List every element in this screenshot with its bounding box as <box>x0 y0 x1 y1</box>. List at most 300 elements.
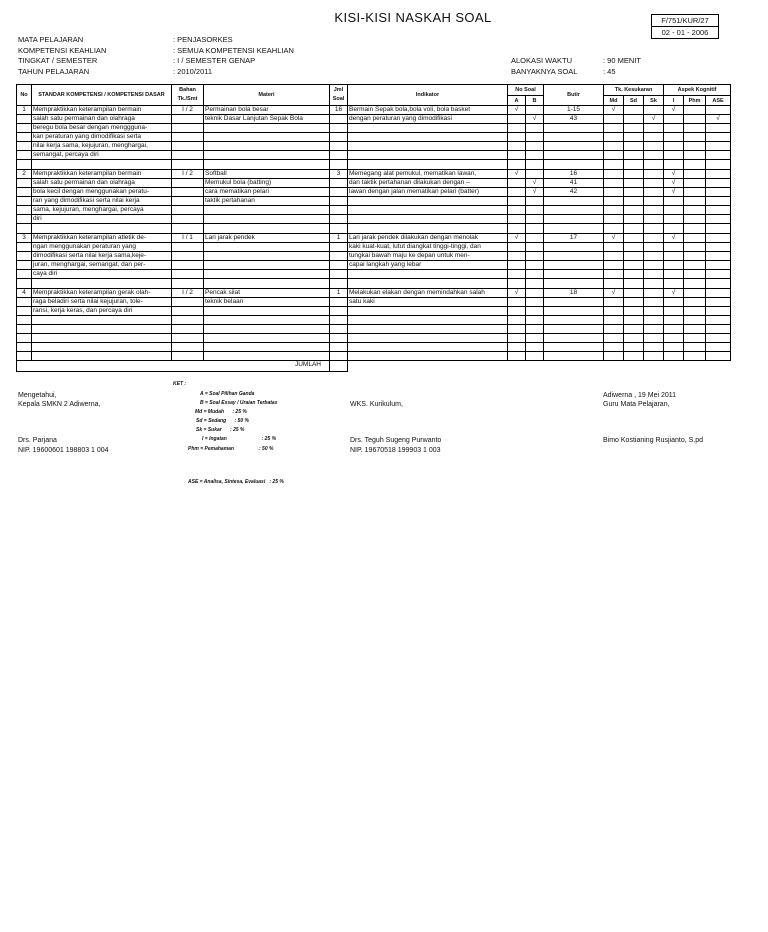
cell-butir <box>544 343 604 352</box>
cell-sk <box>644 270 664 279</box>
meta-label: TAHUN PELAJARAN <box>18 67 90 76</box>
cell-b <box>526 270 544 279</box>
cell-jml-soal <box>330 124 348 133</box>
cell-butir <box>544 151 604 160</box>
cell-sd <box>624 270 644 279</box>
header-sd: Sd <box>624 96 644 106</box>
cell-bahan <box>172 325 204 334</box>
cell-sk <box>644 224 664 234</box>
meta-value: : 2010/2011 <box>173 67 213 76</box>
sig-left-nip: NIP. 19600601 198803 1 004 <box>18 447 109 454</box>
cell-sk <box>644 289 664 298</box>
table-row <box>17 215 731 224</box>
cell-no <box>17 343 32 352</box>
cell-sk <box>644 197 664 206</box>
cell-sd <box>624 316 644 325</box>
cell-b <box>526 224 544 234</box>
cell-b: √ <box>526 115 544 124</box>
cell-bahan <box>172 160 204 170</box>
cell-md <box>604 343 624 352</box>
cell-jml-soal <box>330 179 348 188</box>
cell-materi <box>204 243 330 252</box>
table-row <box>17 124 731 133</box>
cell-materi <box>204 206 330 215</box>
cell-a <box>508 215 526 224</box>
cell-sk <box>644 160 664 170</box>
cell-standar-kompetensi: salah satu permainan dan olahraga <box>32 179 172 188</box>
cell-standar-kompetensi: ran yang dimodifikasi serta nilai kerja <box>32 197 172 206</box>
table-row <box>17 261 731 270</box>
cell-butir <box>544 243 604 252</box>
cell-ase <box>706 243 731 252</box>
cell-sk <box>644 170 664 179</box>
cell-bahan: I / 2 <box>172 106 204 115</box>
cell-a: √ <box>508 170 526 179</box>
cell-b <box>526 151 544 160</box>
cell-materi <box>204 270 330 279</box>
cell-jml-soal <box>330 206 348 215</box>
header-indikator: Indikator <box>348 85 508 106</box>
cell-bahan <box>172 133 204 142</box>
cell-butir <box>544 270 604 279</box>
cell-standar-kompetensi: bola kecil dengan menggunakan peratu- <box>32 188 172 197</box>
cell-indikator <box>348 197 508 206</box>
cell-phm <box>684 343 706 352</box>
cell-sd <box>624 142 644 151</box>
cell-bahan <box>172 188 204 197</box>
cell-a <box>508 151 526 160</box>
table-row <box>17 289 731 298</box>
table-row <box>17 170 731 179</box>
cell-i <box>664 124 684 133</box>
cell-sd <box>624 179 644 188</box>
document-title: KISI-KISI NASKAH SOAL <box>334 10 492 25</box>
meta-label: KOMPETENSI KEAHLIAN <box>18 46 107 55</box>
cell-butir <box>544 252 604 261</box>
cell-phm <box>684 261 706 270</box>
cell-materi <box>204 325 330 334</box>
cell-indikator: capai langkah yang lebar <box>348 261 508 270</box>
cell-i <box>664 334 684 343</box>
cell-sd <box>624 352 644 361</box>
cell-indikator <box>348 343 508 352</box>
cell-ase <box>706 142 731 151</box>
cell-a <box>508 142 526 151</box>
header-a: A <box>508 96 526 106</box>
cell-b <box>526 142 544 151</box>
cell-materi <box>204 160 330 170</box>
sig-middle-nip: NIP. 19670518 199903 1 003 <box>350 447 441 454</box>
cell-bahan <box>172 206 204 215</box>
meta-value: : I / SEMESTER GENAP <box>173 56 256 65</box>
cell-no <box>17 261 32 270</box>
cell-ase <box>706 298 731 307</box>
cell-phm <box>684 325 706 334</box>
cell-a <box>508 307 526 316</box>
cell-no <box>17 279 32 289</box>
table-row <box>17 206 731 215</box>
cell-indikator <box>348 279 508 289</box>
cell-bahan <box>172 270 204 279</box>
cell-md <box>604 307 624 316</box>
cell-bahan <box>172 215 204 224</box>
cell-b <box>526 316 544 325</box>
table-row <box>17 307 731 316</box>
cell-no <box>17 151 32 160</box>
cell-i: √ <box>664 289 684 298</box>
cell-ase <box>706 206 731 215</box>
cell-standar-kompetensi: kan peraturan yang dimodifikasi serta <box>32 133 172 142</box>
cell-md <box>604 298 624 307</box>
jumlah-empty <box>348 361 731 372</box>
cell-standar-kompetensi: Mempraktikkan keterampilan bermain <box>32 170 172 179</box>
cell-no <box>17 215 32 224</box>
cell-phm <box>684 234 706 243</box>
cell-jml-soal <box>330 261 348 270</box>
header-tk-kesukaran: Tk. Kesukaran <box>604 85 664 96</box>
cell-sk <box>644 307 664 316</box>
cell-ase <box>706 279 731 289</box>
cell-materi: Memukul bola (batting) <box>204 179 330 188</box>
table-row <box>17 133 731 142</box>
cell-sd <box>624 334 644 343</box>
cell-i <box>664 215 684 224</box>
cell-no <box>17 124 32 133</box>
cell-jml-soal <box>330 160 348 170</box>
cell-b <box>526 215 544 224</box>
cell-materi <box>204 252 330 261</box>
cell-b <box>526 343 544 352</box>
header-sk: Sk <box>644 96 664 106</box>
cell-sd <box>624 115 644 124</box>
cell-butir <box>544 298 604 307</box>
cell-md <box>604 334 624 343</box>
cell-md: √ <box>604 234 624 243</box>
cell-standar-kompetensi <box>32 325 172 334</box>
cell-md <box>604 133 624 142</box>
cell-no <box>17 160 32 170</box>
cell-jml-soal <box>330 215 348 224</box>
cell-no <box>17 316 32 325</box>
cell-md <box>604 124 624 133</box>
sig-right-name: Bimo Kostianing Rusjianto, S.pd <box>603 437 703 444</box>
table-row <box>17 279 731 289</box>
cell-no <box>17 298 32 307</box>
cell-butir <box>544 307 604 316</box>
cell-phm <box>684 316 706 325</box>
cell-md <box>604 142 624 151</box>
cell-no <box>17 325 32 334</box>
kisi-table <box>16 84 731 372</box>
cell-ase <box>706 352 731 361</box>
cell-i: √ <box>664 170 684 179</box>
cell-indikator <box>348 352 508 361</box>
cell-sd <box>624 206 644 215</box>
cell-materi <box>204 307 330 316</box>
cell-ase <box>706 197 731 206</box>
meta-value: : 45 <box>603 67 616 76</box>
cell-phm <box>684 179 706 188</box>
cell-bahan <box>172 179 204 188</box>
cell-i <box>664 197 684 206</box>
cell-jml-soal <box>330 142 348 151</box>
cell-ase <box>706 151 731 160</box>
table-row <box>17 298 731 307</box>
cell-butir <box>544 316 604 325</box>
key-item: Sk = Sukar : 25 % <box>196 427 245 433</box>
cell-standar-kompetensi: raga beladiri serta nilai kejujuran, tole- <box>32 298 172 307</box>
cell-a <box>508 224 526 234</box>
cell-jml-soal <box>330 352 348 361</box>
cell-bahan <box>172 197 204 206</box>
cell-phm <box>684 224 706 234</box>
cell-jml-soal <box>330 252 348 261</box>
cell-i <box>664 270 684 279</box>
key-item: I = Ingatan : 25 % <box>202 436 277 442</box>
cell-sk <box>644 124 664 133</box>
cell-bahan <box>172 261 204 270</box>
cell-materi <box>204 215 330 224</box>
cell-ase <box>706 270 731 279</box>
cell-md <box>604 160 624 170</box>
cell-jml-soal <box>330 188 348 197</box>
cell-butir <box>544 124 604 133</box>
cell-no: 4 <box>17 289 32 298</box>
cell-jml-soal <box>330 151 348 160</box>
table-row <box>17 252 731 261</box>
cell-standar-kompetensi <box>32 279 172 289</box>
cell-sk <box>644 188 664 197</box>
cell-no <box>17 270 32 279</box>
cell-ase <box>706 252 731 261</box>
cell-jml-soal <box>330 115 348 124</box>
cell-i: √ <box>664 179 684 188</box>
cell-b <box>526 197 544 206</box>
cell-ase <box>706 325 731 334</box>
cell-phm <box>684 197 706 206</box>
cell-indikator: Bermain Sepak bola,bola voli, bola basket <box>348 106 508 115</box>
cell-sk <box>644 142 664 151</box>
cell-no <box>17 352 32 361</box>
cell-i <box>664 307 684 316</box>
cell-md <box>604 115 624 124</box>
cell-b <box>526 170 544 179</box>
cell-indikator: Melakukan elakan dengan memindahkan salah <box>348 289 508 298</box>
cell-materi: Permainan bola besar <box>204 106 330 115</box>
cell-indikator <box>348 160 508 170</box>
cell-butir <box>544 352 604 361</box>
cell-standar-kompetensi <box>32 224 172 234</box>
cell-indikator: Memegang alat pemukul, mematikan lawan, <box>348 170 508 179</box>
cell-a <box>508 179 526 188</box>
cell-a <box>508 261 526 270</box>
cell-bahan <box>172 224 204 234</box>
cell-i <box>664 298 684 307</box>
cell-standar-kompetensi: caya diri <box>32 270 172 279</box>
cell-bahan <box>172 124 204 133</box>
cell-phm <box>684 298 706 307</box>
cell-ase: √ <box>706 115 731 124</box>
cell-materi: Lari jarak pendek <box>204 234 330 243</box>
cell-b: √ <box>526 188 544 197</box>
cell-b <box>526 298 544 307</box>
cell-butir: 17 <box>544 234 604 243</box>
cell-a <box>508 115 526 124</box>
cell-md <box>604 170 624 179</box>
sig-right-line1: Adiwerna , 19 Mei 2011 <box>603 392 677 399</box>
cell-bahan <box>172 115 204 124</box>
cell-jml-soal: 1 <box>330 234 348 243</box>
cell-butir: 43 <box>544 115 604 124</box>
cell-a <box>508 206 526 215</box>
cell-sd <box>624 343 644 352</box>
key-item: Phm = Pemahaman : 50 % <box>188 446 274 452</box>
cell-md <box>604 252 624 261</box>
cell-ase <box>706 133 731 142</box>
cell-a: √ <box>508 106 526 115</box>
cell-phm <box>684 170 706 179</box>
cell-md: √ <box>604 106 624 115</box>
cell-sd <box>624 133 644 142</box>
cell-sd <box>624 215 644 224</box>
cell-ase <box>706 188 731 197</box>
table-row <box>17 179 731 188</box>
cell-i: √ <box>664 188 684 197</box>
jumlah-cell <box>330 361 348 372</box>
cell-indikator: dan taktik pertahanan dilakukan dengan – <box>348 179 508 188</box>
cell-ase <box>706 234 731 243</box>
cell-butir <box>544 279 604 289</box>
cell-butir: 41 <box>544 179 604 188</box>
cell-standar-kompetensi <box>32 343 172 352</box>
cell-a <box>508 188 526 197</box>
cell-materi: teknik Dasar Lanjutan Sepak Bola <box>204 115 330 124</box>
cell-sk <box>644 151 664 160</box>
table-row <box>17 270 731 279</box>
cell-bahan: I / 2 <box>172 289 204 298</box>
cell-sd <box>624 124 644 133</box>
cell-standar-kompetensi: juran, menghargai, semangat, dan per- <box>32 261 172 270</box>
cell-phm <box>684 289 706 298</box>
header-standar-kompetensi: STANDAR KOMPETENSI / KOMPETENSI DASAR <box>32 85 172 106</box>
cell-md <box>604 197 624 206</box>
cell-phm <box>684 106 706 115</box>
cell-md: √ <box>604 289 624 298</box>
header-md: Md <box>604 96 624 106</box>
cell-indikator: lawan dengan jalan mematikan pelari (batter) <box>348 188 508 197</box>
cell-sk <box>644 215 664 224</box>
cell-butir <box>544 142 604 151</box>
cell-i <box>664 343 684 352</box>
cell-butir <box>544 334 604 343</box>
sig-left-line2: Kepala SMKN 2 Adiwerna, <box>18 401 101 408</box>
cell-i <box>664 224 684 234</box>
cell-standar-kompetensi: Mempraktikkan keterampilan bermain <box>32 106 172 115</box>
cell-indikator <box>348 224 508 234</box>
cell-phm <box>684 279 706 289</box>
cell-b <box>526 133 544 142</box>
header-b: B <box>526 96 544 106</box>
cell-indikator <box>348 151 508 160</box>
cell-md <box>604 206 624 215</box>
cell-bahan <box>172 252 204 261</box>
cell-i <box>664 151 684 160</box>
cell-a <box>508 252 526 261</box>
cell-md <box>604 188 624 197</box>
cell-ase <box>706 261 731 270</box>
cell-materi <box>204 316 330 325</box>
cell-b <box>526 206 544 215</box>
cell-a <box>508 325 526 334</box>
cell-i <box>664 279 684 289</box>
cell-phm <box>684 142 706 151</box>
cell-butir: 18 <box>544 289 604 298</box>
cell-a <box>508 243 526 252</box>
cell-indikator <box>348 124 508 133</box>
cell-ase <box>706 307 731 316</box>
cell-jml-soal: 1 <box>330 289 348 298</box>
header-no: No <box>17 85 32 106</box>
cell-sk <box>644 261 664 270</box>
cell-a <box>508 298 526 307</box>
cell-jml-soal <box>330 270 348 279</box>
cell-sk <box>644 206 664 215</box>
cell-jml-soal: 3 <box>330 170 348 179</box>
key-item: B = Soal Essay / Uraian Terbatas <box>200 400 278 406</box>
cell-md <box>604 352 624 361</box>
cell-butir <box>544 325 604 334</box>
cell-i <box>664 352 684 361</box>
cell-ase <box>706 170 731 179</box>
header-phm: Phm <box>684 96 706 106</box>
cell-sd <box>624 279 644 289</box>
cell-phm <box>684 124 706 133</box>
cell-indikator <box>348 270 508 279</box>
cell-no <box>17 197 32 206</box>
header-aspek-kognitif: Aspek Kognitif <box>664 85 731 96</box>
header-no-soal: No Soal <box>508 85 544 96</box>
cell-materi <box>204 142 330 151</box>
cell-standar-kompetensi: ransi, kerja keras, dan percaya diri <box>32 307 172 316</box>
cell-indikator <box>348 142 508 151</box>
cell-sk <box>644 133 664 142</box>
cell-bahan <box>172 307 204 316</box>
table-row <box>17 188 731 197</box>
cell-sk <box>644 234 664 243</box>
cell-sd <box>624 106 644 115</box>
cell-ase <box>706 106 731 115</box>
cell-md <box>604 261 624 270</box>
header-ase: ASE <box>706 96 731 106</box>
cell-indikator <box>348 133 508 142</box>
cell-bahan <box>172 316 204 325</box>
cell-indikator: tungkai bawah maju ke depan untuk men- <box>348 252 508 261</box>
cell-b <box>526 234 544 243</box>
cell-indikator <box>348 334 508 343</box>
cell-md <box>604 270 624 279</box>
cell-phm <box>684 352 706 361</box>
cell-md <box>604 279 624 289</box>
cell-no: 3 <box>17 234 32 243</box>
cell-indikator: satu kaki <box>348 298 508 307</box>
cell-b <box>526 261 544 270</box>
cell-ase <box>706 224 731 234</box>
header-butir: Butir <box>544 85 604 106</box>
table-row <box>17 234 731 243</box>
cell-materi <box>204 224 330 234</box>
cell-butir <box>544 215 604 224</box>
cell-standar-kompetensi: sama, kejujuran, menghargai, percaya <box>32 206 172 215</box>
